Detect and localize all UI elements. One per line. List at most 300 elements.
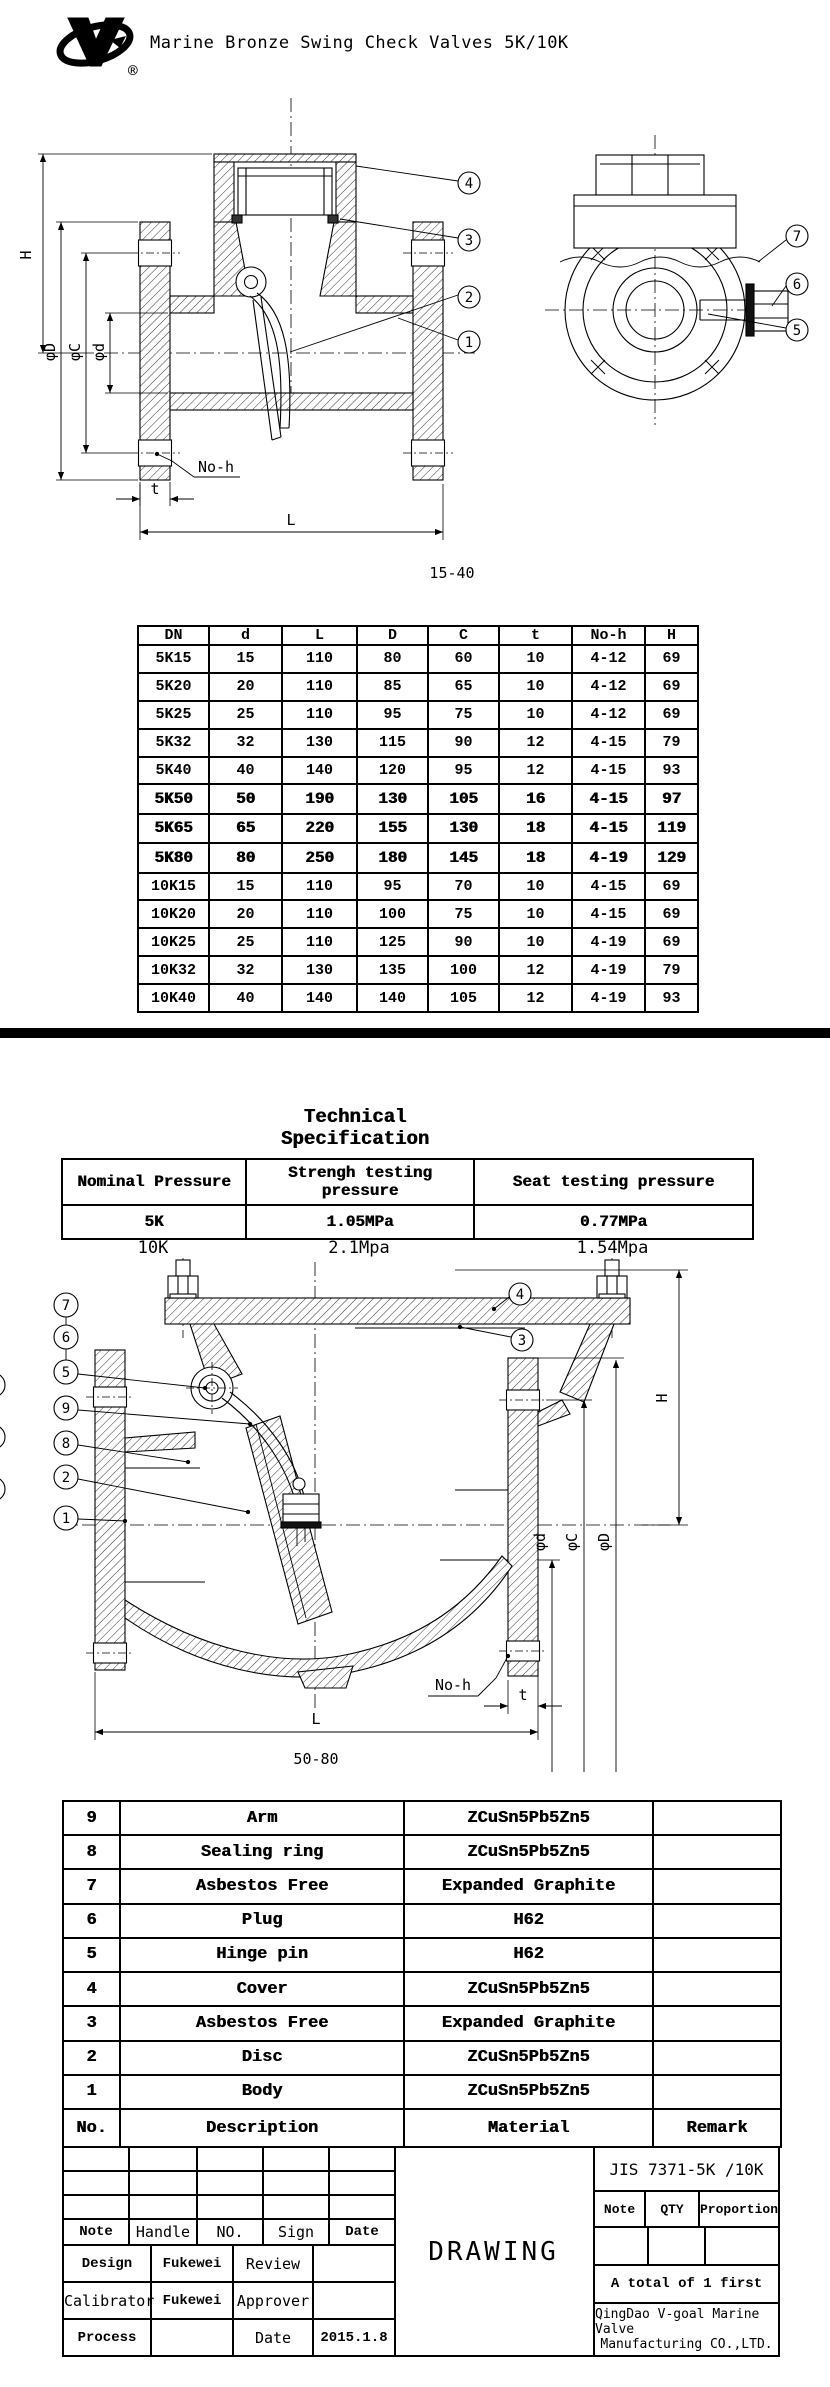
table-cell: 15 [209, 645, 282, 673]
revision-row [63, 2171, 395, 2195]
table-cell: 105 [428, 984, 499, 1012]
leader-dot [186, 1460, 189, 1463]
dim-label-H: H [653, 1393, 671, 1403]
empty-cell [63, 2147, 129, 2171]
bolt-stud [605, 1260, 619, 1276]
table-cell: 100 [428, 956, 499, 984]
parts-row [63, 1972, 781, 2006]
sign-col-no: NO. [197, 2219, 263, 2245]
dim-label-noh: No-h [434, 1676, 472, 1694]
calibrator-label: Calibrator [63, 2282, 151, 2319]
empty-cell [329, 2171, 395, 2195]
qty-col-note: Note [595, 2192, 646, 2226]
callout-number: 6 [61, 1330, 71, 1346]
table-cell: 95 [357, 873, 428, 901]
table-cell: 4-19 [572, 956, 645, 984]
table-cell: 97 [645, 784, 698, 813]
side-hex-cap [596, 155, 704, 195]
callout-number: 1 [61, 1511, 71, 1527]
dimension-row [138, 701, 698, 729]
empty-cell [706, 2228, 778, 2264]
table-cell: 10 [499, 873, 572, 901]
table-cell: 60 [428, 645, 499, 673]
table-cell: ZCuSn5Pb5Zn5 [404, 2041, 653, 2075]
table-cell [653, 1904, 781, 1938]
cover-plug [238, 168, 332, 215]
sheet-total-note: A total of 1 first [610, 2276, 763, 2292]
table-cell: 10 [499, 645, 572, 673]
signature-row [63, 2319, 395, 2356]
table-cell: 10K20 [138, 900, 209, 928]
spec-cell: 1.54Mpa [576, 1238, 649, 1258]
footer-cell: Material [404, 2109, 653, 2147]
dim-label-phiD: φD [41, 342, 59, 362]
table-cell: 190 [282, 784, 357, 813]
leader-dot [246, 1510, 249, 1513]
table-cell: 93 [645, 984, 698, 1012]
plug-knob [293, 1478, 305, 1490]
table-cell [653, 1938, 781, 1972]
dimension-row [138, 928, 698, 956]
dimension-row [138, 984, 698, 1012]
table-cell: 5K32 [138, 729, 209, 757]
table-cell: 80 [209, 843, 282, 872]
callout-number: 6 [792, 277, 802, 293]
leader-dot [123, 1519, 126, 1522]
parts-table [62, 1800, 782, 2148]
dimension-row [138, 956, 698, 984]
table-cell: 4-12 [572, 701, 645, 729]
section-divider [0, 1028, 830, 1038]
table-cell: 4-15 [572, 900, 645, 928]
table-cell: ZCuSn5Pb5Zn5 [404, 2075, 653, 2109]
callout-number: 5 [61, 1365, 71, 1381]
review-name [313, 2245, 395, 2282]
washer [599, 1294, 625, 1298]
dim-label-H: H [17, 250, 35, 260]
col-header: L [282, 626, 357, 645]
inlet-wall [125, 1432, 195, 1452]
table-cell: 15 [209, 873, 282, 901]
table-cell: 25 [209, 701, 282, 729]
table-cell: 5K50 [138, 784, 209, 813]
date-value: 2015.1.8 [313, 2319, 395, 2356]
table-cell [653, 1835, 781, 1869]
spec-cell: 0.77MPa [474, 1205, 753, 1239]
plug-gasket [281, 1522, 321, 1528]
bolt-stud [176, 1260, 190, 1276]
clipped-callout-balloon [0, 1477, 5, 1501]
drawing-type-box [394, 2146, 593, 2357]
table-cell: 9 [63, 1801, 120, 1835]
dimension-row [138, 843, 698, 872]
table-cell: 5K15 [138, 645, 209, 673]
table-cell: 115 [357, 729, 428, 757]
table-cell: 69 [645, 900, 698, 928]
process-name [151, 2319, 233, 2356]
dim-label-t: t [150, 480, 160, 498]
col-header: H [645, 626, 698, 645]
callout-number: 7 [792, 229, 802, 245]
table-cell: 40 [209, 757, 282, 785]
spec-col-header [246, 1159, 474, 1205]
table-cell: 4-19 [572, 984, 645, 1012]
table-cell: 12 [499, 757, 572, 785]
plug [283, 1494, 319, 1522]
bonnet-wall [560, 1324, 614, 1402]
revision-row [63, 2147, 395, 2171]
col-header: C [428, 626, 499, 645]
empty-cell [197, 2171, 263, 2195]
dimension-row [138, 645, 698, 673]
clipped-callout-balloon [0, 1425, 5, 1449]
cover-wall [214, 162, 234, 222]
table-cell: 4 [63, 1972, 120, 2006]
table-cell: 110 [282, 928, 357, 956]
sign-header [63, 2219, 395, 2245]
parts-row [63, 1801, 781, 1835]
review-label: Review [233, 2245, 313, 2282]
parts-row [63, 1904, 781, 1938]
col-header: t [499, 626, 572, 645]
table-cell [653, 1972, 781, 2006]
dimension-row [138, 900, 698, 928]
tech-spec-title: Technical Specification [280, 1106, 430, 1150]
table-cell: 100 [357, 900, 428, 928]
parts-table-footer [63, 2109, 781, 2147]
table-cell: 220 [282, 814, 357, 843]
dim-label-phid: φd [531, 1532, 549, 1552]
footer-cell: No. [63, 2109, 120, 2147]
table-cell: 4-15 [572, 873, 645, 901]
empty-cell [63, 2171, 129, 2195]
calibrator-name: Fukewei [151, 2282, 233, 2319]
table-cell: 110 [282, 645, 357, 673]
table-cell: 4-15 [572, 784, 645, 813]
table-cell: 70 [428, 873, 499, 901]
dim-label-phid: φd [90, 342, 108, 362]
design-name: Fukewei [151, 2245, 233, 2282]
table-cell: 18 [499, 814, 572, 843]
table-cell: 69 [645, 928, 698, 956]
sign-col-handle: Handle [129, 2219, 197, 2245]
table-cell: 130 [282, 729, 357, 757]
dimension-row [138, 873, 698, 901]
table-cell: 8 [63, 1835, 120, 1869]
table-cell: 25 [209, 928, 282, 956]
callout-number: 5 [792, 323, 802, 339]
table-cell: Plug [120, 1904, 404, 1938]
table-cell: 130 [282, 956, 357, 984]
table-cell: 69 [645, 645, 698, 673]
table-cell: 1 [63, 2075, 120, 2109]
table-cell: 75 [428, 701, 499, 729]
empty-cell [263, 2147, 329, 2171]
dim-label-phiC: φC [66, 342, 84, 362]
dim-label-t: t [518, 1686, 528, 1704]
table-cell [653, 2041, 781, 2075]
table-cell: 69 [645, 873, 698, 901]
dimension-row [138, 757, 698, 785]
empty-cell [129, 2171, 197, 2195]
table-cell: Asbestos Free [120, 1869, 404, 1903]
leader-dot [155, 452, 158, 455]
spec-cell: 1.05MPa [246, 1205, 474, 1239]
table-cell: 10K25 [138, 928, 209, 956]
table-cell: 50 [209, 784, 282, 813]
signature-table [62, 2244, 396, 2357]
table-cell: 32 [209, 956, 282, 984]
table-cell: H62 [404, 1904, 653, 1938]
dimension-row [138, 784, 698, 813]
table-cell: 4-12 [572, 673, 645, 701]
table-cell: 85 [357, 673, 428, 701]
table-cell: 3 [63, 2006, 120, 2040]
table-cell: 93 [645, 757, 698, 785]
outlet-wall [538, 1400, 570, 1426]
standard-designation: JIS 7371-5K /10K [609, 2159, 764, 2179]
table-cell: Expanded Graphite [404, 2006, 653, 2040]
dimension-row [138, 729, 698, 757]
table-cell: 20 [209, 673, 282, 701]
side-cover [574, 195, 736, 248]
table-cell: 10K40 [138, 984, 209, 1012]
company-name-line1: QingDao V-goal Marine Valve [595, 2307, 760, 2337]
table-cell: 32 [209, 729, 282, 757]
table-cell: Asbestos Free [120, 2006, 404, 2040]
size-range-label: 50-80 [293, 1750, 339, 1768]
callout-number: 2 [464, 290, 474, 306]
clipped-callout-balloon [0, 1373, 5, 1397]
table-cell: 75 [428, 900, 499, 928]
tech-spec-header [62, 1159, 753, 1205]
parts-row [63, 2041, 781, 2075]
table-cell: Body [120, 2075, 404, 2109]
col-header: DN [138, 626, 209, 645]
leader-dot [492, 1307, 495, 1310]
table-cell: 10K15 [138, 873, 209, 901]
table-cell: 110 [282, 701, 357, 729]
body-wall [170, 393, 413, 410]
table-cell: 10 [499, 928, 572, 956]
empty-cell [649, 2228, 706, 2264]
table-cell: 10K32 [138, 956, 209, 984]
dim-label-L: L [311, 1710, 321, 1728]
table-cell: H62 [404, 1938, 653, 1972]
sealing-ring [328, 215, 338, 223]
table-cell: 4-12 [572, 645, 645, 673]
empty-cell [129, 2195, 197, 2219]
col-header: No-h [572, 626, 645, 645]
extension-line [38, 154, 212, 353]
empty-cell [197, 2195, 263, 2219]
table-cell: 4-15 [572, 757, 645, 785]
qty-col-proportion: Proportion [699, 2201, 778, 2217]
spec-col-header: Nominal Pressure [62, 1159, 246, 1205]
table-cell: 65 [428, 673, 499, 701]
dim-label-phiC: φC [563, 1532, 581, 1552]
registered-mark: ® [128, 61, 138, 80]
table-cell: 4-19 [572, 928, 645, 956]
spec-cell: 5K [62, 1205, 246, 1239]
table-cell: 40 [209, 984, 282, 1012]
approver-label: Approver [233, 2282, 313, 2319]
table-cell: 140 [282, 984, 357, 1012]
company-name-line2: Manufacturing CO.,LTD. [600, 2337, 773, 2352]
neck-wall [320, 222, 356, 296]
dimension-row [138, 673, 698, 701]
table-cell: 10 [499, 701, 572, 729]
table-cell: 145 [428, 843, 499, 872]
callout-number: 4 [515, 1287, 525, 1303]
table-cell [653, 1869, 781, 1903]
table-cell: Sealing ring [120, 1835, 404, 1869]
dim-label-phiD: φD [595, 1532, 613, 1552]
table-cell: 79 [645, 956, 698, 984]
table-cell: 140 [357, 984, 428, 1012]
footer-cell: Description [120, 2109, 404, 2147]
callout-number: 3 [464, 233, 474, 249]
casting-wave [560, 257, 760, 267]
plug-gasket [746, 284, 754, 336]
sign-col-sign: Sign [263, 2219, 329, 2245]
table-cell [653, 1801, 781, 1835]
parts-row [63, 1869, 781, 1903]
tech-spec-table [61, 1158, 754, 1240]
table-cell: 90 [428, 928, 499, 956]
table-cell: 4-15 [572, 729, 645, 757]
cover-flange [165, 1298, 630, 1324]
company-logo [50, 10, 145, 82]
table-cell: 80 [357, 645, 428, 673]
tech-spec-row-5k [62, 1205, 753, 1239]
table-cell: 18 [499, 843, 572, 872]
table-cell: 12 [499, 956, 572, 984]
table-cell: 5K20 [138, 673, 209, 701]
empty-cell [329, 2147, 395, 2171]
table-cell: 6 [63, 1904, 120, 1938]
empty-cell [263, 2171, 329, 2195]
table-cell: 65 [209, 814, 282, 843]
sealing-ring [232, 215, 242, 223]
table-cell: ZCuSn5Pb5Zn5 [404, 1801, 653, 1835]
empty-cell [197, 2147, 263, 2171]
empty-cell [129, 2147, 197, 2171]
signature-row [63, 2282, 395, 2319]
table-cell: 12 [499, 729, 572, 757]
cover-wall [336, 162, 356, 222]
table-cell: 120 [357, 757, 428, 785]
table-cell: ZCuSn5Pb5Zn5 [404, 1972, 653, 2006]
hinge-pin [236, 267, 266, 297]
centerline [58, 1258, 670, 1712]
empty-cell [263, 2195, 329, 2219]
table-cell: 119 [645, 814, 698, 843]
callout-number: 3 [517, 1333, 527, 1349]
dimension-table-header [138, 626, 698, 645]
spec-header-line: pressure [321, 1182, 399, 1200]
table-cell: 4-19 [572, 843, 645, 872]
spec-col-header: Seat testing pressure [474, 1159, 753, 1205]
spec-cell: 10K [137, 1238, 169, 1258]
table-cell: 79 [645, 729, 698, 757]
table-cell: 95 [428, 757, 499, 785]
gasket [355, 1324, 525, 1328]
table-cell: 10 [499, 673, 572, 701]
signature-row [63, 2245, 395, 2282]
parts-row [63, 1835, 781, 1869]
leader-dot [506, 1654, 509, 1657]
drawing-type-label: DRAWING [428, 2236, 559, 2267]
page-title: Marine Bronze Swing Check Valves 5K/10K [150, 33, 569, 53]
table-cell: 110 [282, 900, 357, 928]
table-cell: 5K25 [138, 701, 209, 729]
table-cell: 155 [357, 814, 428, 843]
cover [214, 154, 356, 162]
leader-dot [203, 1386, 206, 1389]
size-range-label: 15-40 [429, 564, 475, 582]
table-cell: Hinge pin [120, 1938, 404, 1972]
table-cell: 130 [428, 814, 499, 843]
qty-col-qty: QTY [646, 2192, 700, 2226]
date-label: Date [233, 2319, 313, 2356]
parts-row [63, 2075, 781, 2109]
dim-label-L: L [286, 511, 296, 529]
parts-row [63, 1938, 781, 1972]
callout-number: 7 [61, 1298, 71, 1314]
table-cell: 69 [645, 673, 698, 701]
table-cell: 16 [499, 784, 572, 813]
callout-number: 8 [61, 1436, 71, 1452]
design-label: Design [63, 2245, 151, 2282]
callout-number: 1 [464, 335, 474, 351]
table-cell: 110 [282, 873, 357, 901]
parts-row [63, 2006, 781, 2040]
callout-number: 9 [61, 1401, 71, 1417]
empty-cell [595, 2228, 649, 2264]
table-cell: Expanded Graphite [404, 1869, 653, 1903]
table-cell: 20 [209, 900, 282, 928]
dim-label-noh: No-h [197, 458, 235, 476]
table-cell: 180 [357, 843, 428, 872]
table-cell: ZCuSn5Pb5Zn5 [404, 1835, 653, 1869]
dimension-table [137, 625, 699, 1013]
valve-drawing-15-40 [0, 85, 830, 590]
body-wall [170, 296, 214, 313]
table-cell: 4-15 [572, 814, 645, 843]
callout-number: 2 [61, 1470, 71, 1486]
table-cell: Arm [120, 1801, 404, 1835]
leader-dot [248, 1422, 251, 1425]
table-cell: Disc [120, 2041, 404, 2075]
table-cell: 5K65 [138, 814, 209, 843]
table-cell [653, 2075, 781, 2109]
empty-cell [63, 2195, 129, 2219]
table-cell: 140 [282, 757, 357, 785]
table-cell: 250 [282, 843, 357, 872]
approver-name [313, 2282, 395, 2319]
sign-col-note: Note [63, 2219, 129, 2245]
footer-cell: Remark [653, 2109, 781, 2147]
revision-row [63, 2195, 395, 2219]
table-cell: 105 [428, 784, 499, 813]
table-cell: 12 [499, 984, 572, 1012]
dimension-row [138, 814, 698, 843]
table-cell: Cover [120, 1972, 404, 2006]
callout-number: 4 [464, 176, 474, 192]
table-cell: 125 [357, 928, 428, 956]
table-cell: 5 [63, 1938, 120, 1972]
